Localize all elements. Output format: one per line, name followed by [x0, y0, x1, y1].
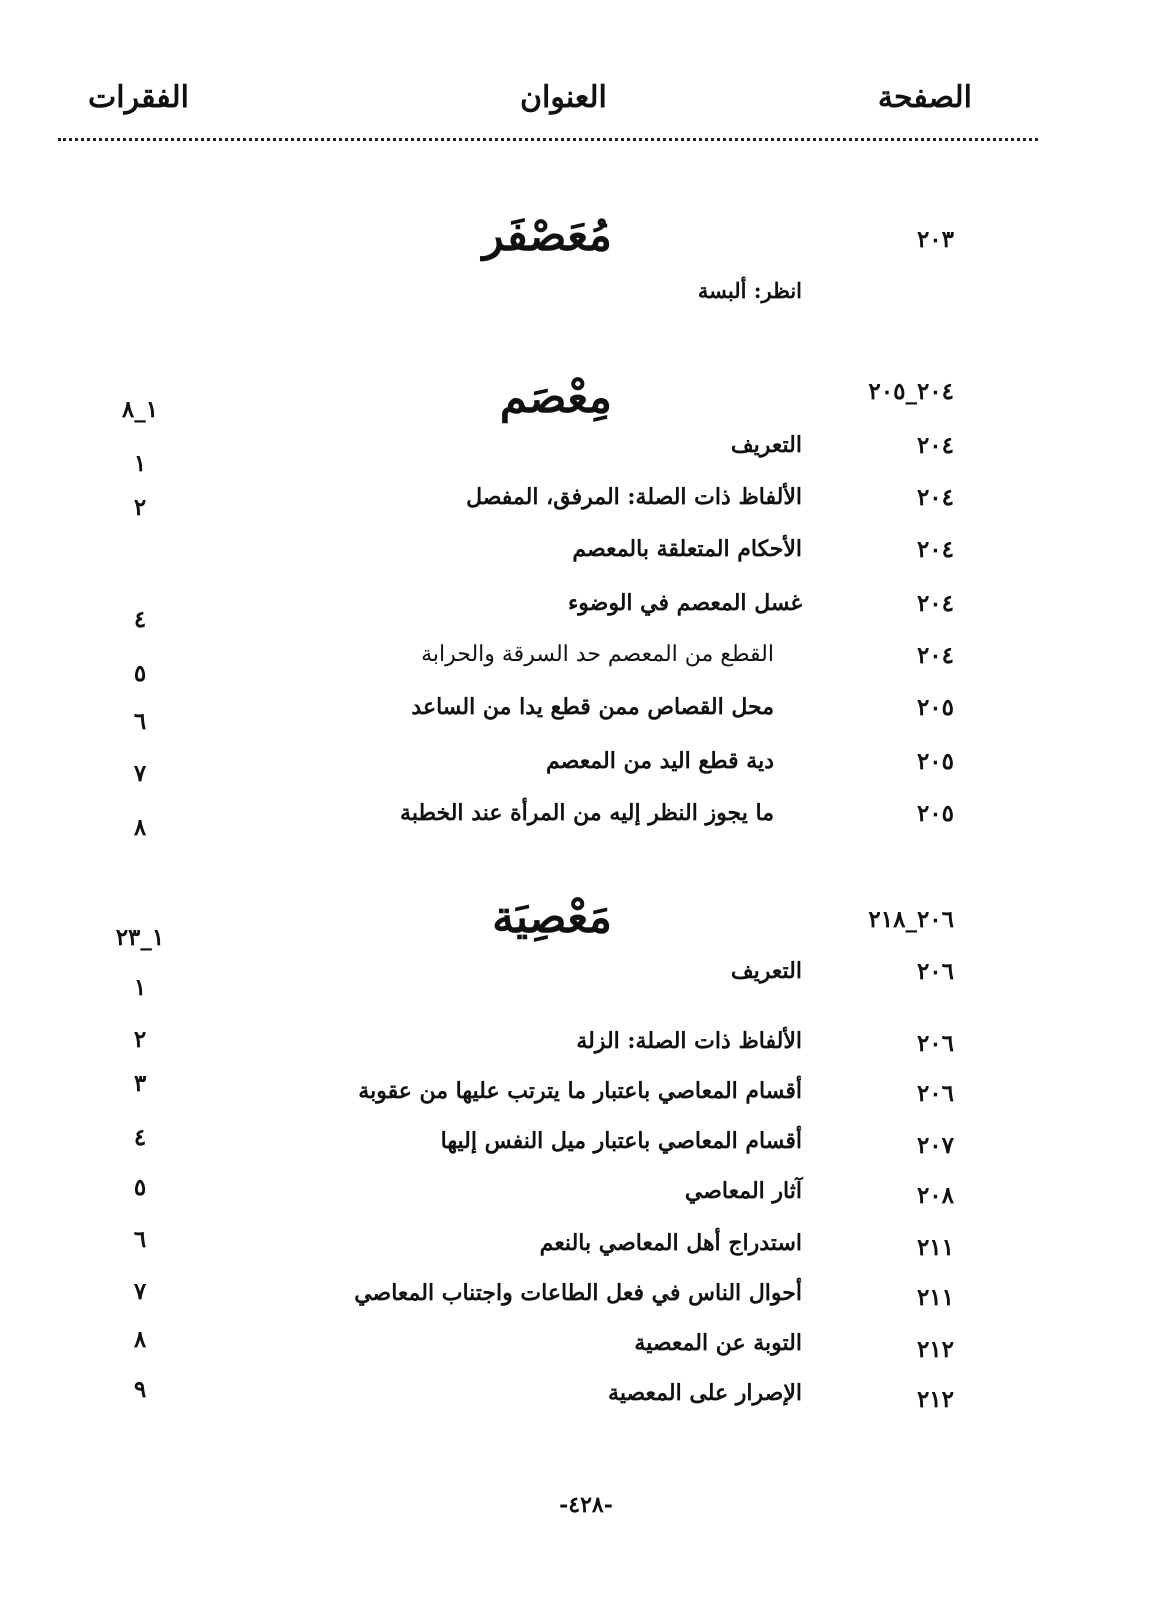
see-also-note: انظر: ألبسة	[697, 278, 802, 303]
index-row-page: ٢٠٦	[916, 1080, 954, 1107]
index-row-title: غسل المعصم في الوضوء	[567, 590, 802, 616]
index-row-title: التوبة عن المعصية	[634, 1330, 802, 1356]
index-row-page: ٢٠٤	[916, 484, 954, 511]
index-row-paragraph: ٢	[133, 1026, 147, 1053]
index-row-page: ٢٠٥	[916, 800, 954, 827]
index-row-title: القطع من المعصم حد السرقة والحرابة	[421, 642, 774, 667]
index-row-title: دية قطع اليد من المعصم	[545, 748, 774, 774]
index-row-page: ٢٠٦	[916, 1030, 954, 1057]
entry-heading: مِعْصَم	[499, 372, 612, 423]
index-row-title: التعريف	[730, 432, 802, 458]
index-row-paragraph: ٤	[133, 606, 147, 633]
index-row-title: الأحكام المتعلقة بالمعصم	[572, 536, 802, 562]
index-row-title: آثار المعاصي	[684, 1178, 802, 1204]
index-row-title: الألفاظ ذات الصلة: المرفق، المفصل	[466, 484, 802, 510]
index-row-paragraph: ٨	[133, 814, 147, 841]
index-row-page: ٢٠٥	[916, 748, 954, 775]
index-row-page: ٢٠٤	[916, 432, 954, 459]
index-row-paragraph: ١	[133, 974, 147, 1001]
header-divider	[58, 138, 1038, 141]
index-row-page: ٢٠٨	[916, 1182, 954, 1209]
entry-paragraph-range: ١_٢٣	[115, 924, 165, 951]
index-row-page: ٢٠٤	[916, 642, 954, 669]
index-row-title: أحوال الناس في فعل الطاعات واجتناب المعاصي	[354, 1280, 802, 1306]
index-row-page: ٢٠٥	[916, 694, 954, 721]
index-row-paragraph: ٧	[133, 760, 147, 787]
index-row-title: الألفاظ ذات الصلة: الزلة	[576, 1028, 802, 1054]
index-row-paragraph: ٨	[133, 1326, 147, 1353]
index-row-page: ٢٠٤	[916, 536, 954, 563]
title-column-header: العنوان	[520, 80, 607, 115]
index-row-title: الإصرار على المعصية	[608, 1380, 802, 1406]
index-row-paragraph: ٩	[133, 1376, 147, 1403]
index-row-paragraph: ٦	[133, 708, 147, 735]
entry-paragraph-range: ١_٨	[121, 396, 159, 423]
entry-page-range: ٢٠٦_٢١٨	[868, 906, 954, 933]
index-row-page: ٢٠٦	[916, 958, 954, 985]
entry-page-range: ٢٠٤_٢٠٥	[868, 378, 954, 405]
index-row-title: ما يجوز النظر إليه من المرأة عند الخطبة	[400, 800, 774, 826]
index-row-paragraph: ٣	[133, 1070, 147, 1097]
entry-heading: مَعْصِيَة	[492, 892, 612, 943]
index-row-page: ٢٠٧	[916, 1132, 954, 1159]
index-row-paragraph: ٢	[133, 494, 147, 521]
page-number: -٤٢٨-	[559, 1492, 613, 1518]
paragraphs-column-header: الفقرات	[88, 80, 189, 115]
index-row-paragraph: ٧	[133, 1278, 147, 1305]
index-row-page: ٢١٢	[916, 1386, 954, 1413]
index-row-page: ٢١١	[916, 1234, 954, 1261]
index-row-paragraph: ٥	[133, 660, 147, 687]
entry-heading: مُعَصْفَر	[482, 210, 612, 261]
index-row-title: أقسام المعاصي باعتبار ما يترتب عليها من عقوبة	[358, 1078, 802, 1104]
index-row-paragraph: ٤	[133, 1124, 147, 1151]
index-row-title: محل القصاص ممن قطع يدا من الساعد	[411, 694, 774, 720]
index-row-page: ٢١٢	[916, 1336, 954, 1363]
page-column-header: الصفحة	[877, 80, 972, 115]
entry-page-range: ٢٠٣	[916, 226, 954, 253]
index-row-page: ٢١١	[916, 1284, 954, 1311]
index-row-page: ٢٠٤	[916, 590, 954, 617]
index-row-paragraph: ٦	[133, 1226, 147, 1253]
index-row-title: استدراج أهل المعاصي بالنعم	[539, 1230, 802, 1256]
index-row-title: التعريف	[730, 958, 802, 984]
index-row-paragraph: ٥	[133, 1174, 147, 1201]
index-row-paragraph: ١	[133, 450, 147, 477]
index-row-title: أقسام المعاصي باعتبار ميل النفس إليها	[440, 1128, 802, 1154]
